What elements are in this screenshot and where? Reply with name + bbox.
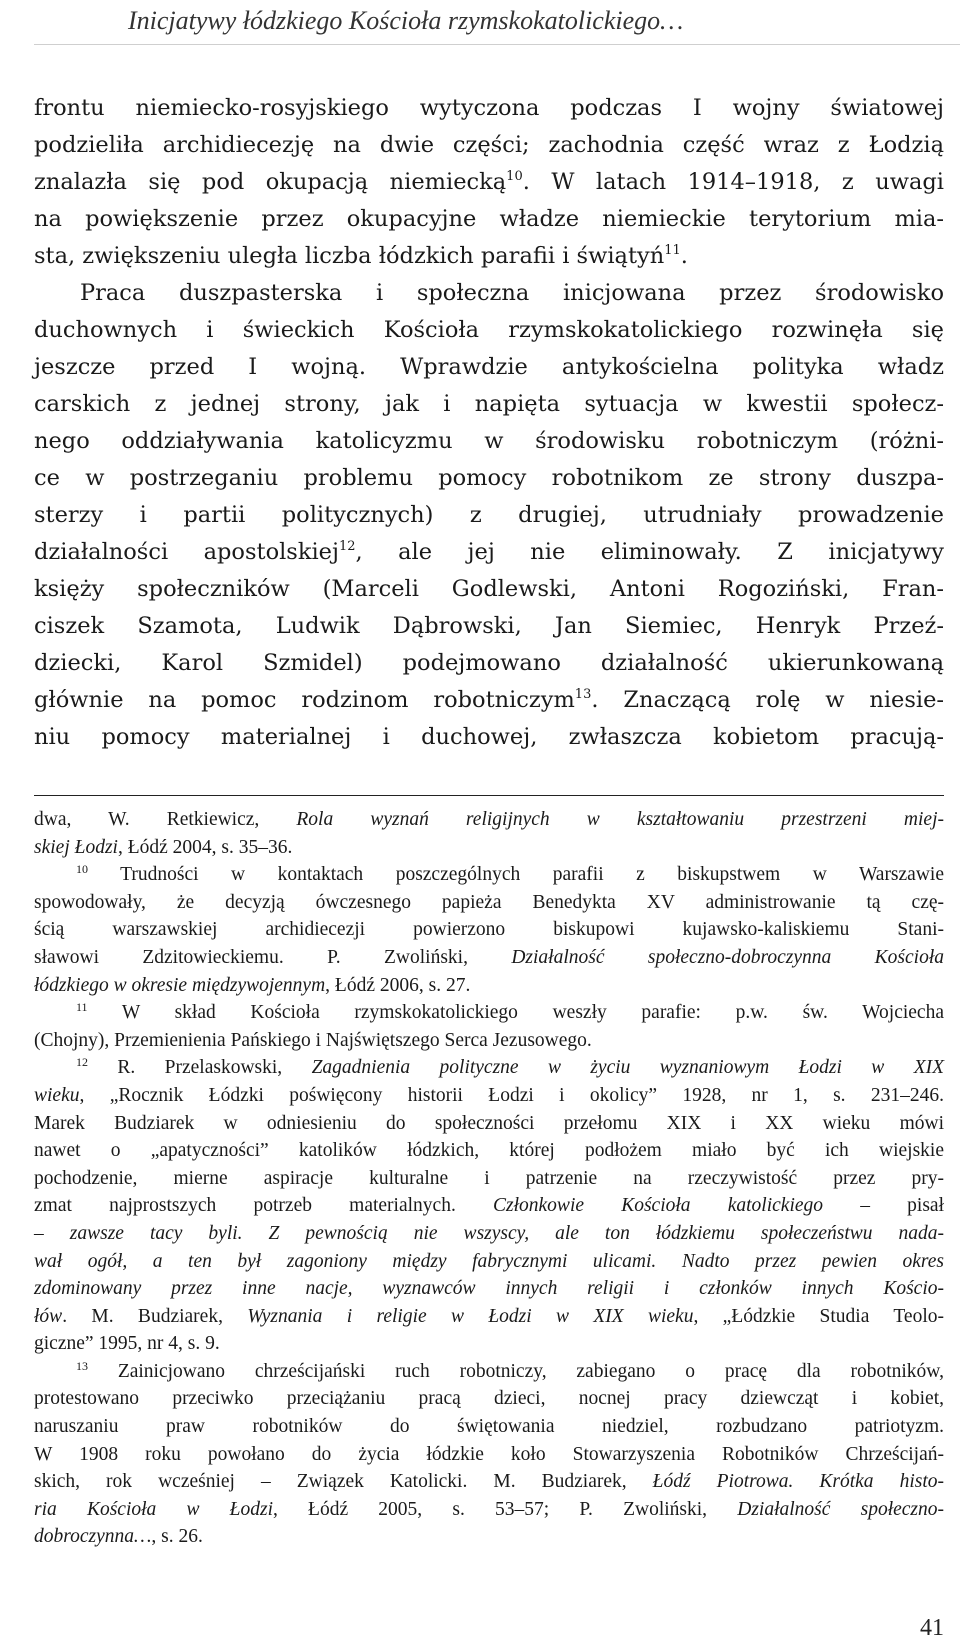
footnote-line: Marek Budziarek w odniesieniu do społeczności przełomu XIX i XX wieku mówi (34, 1112, 944, 1134)
body-line: działalności apostolskiej$^{12}$, ale jej nie eliminowały. Z inicjatywy (34, 539, 944, 565)
body-line: jeszcze przed I wojną. Wprawdzie antykościelna polityka władz (34, 354, 944, 380)
footnote-line: łódzkiego w okresie międzywojennym, Łódź 2006, s. 27. (34, 974, 471, 996)
footnote-ref: 11 (664, 243, 681, 258)
footnote-ref: 12 (338, 539, 356, 554)
footnote-11: $^{11}$ W skład Kościoła rzymskokatolickiego weszły parafie: p.w. św. Wojciecha (76, 1000, 944, 1024)
footnote-ref: 13 (574, 687, 592, 702)
running-head-title: Inicjatywy łódzkiego Kościoła rzymskokatolickiego… (128, 6, 684, 35)
footnote-12: $^{12}$ R. Przelaskowski, Zagadnienia polityczne w życiu wyznaniowym Łodzi w XIX (76, 1055, 945, 1079)
body-line: carskich z jednej strony, jak i napięta sytuacja w kwestii społecz- (34, 391, 944, 417)
page-number: 41 (920, 1615, 944, 1641)
footnote-line: sławowi Zdzitowieckiemu. P. Zwoliński, Działalność społeczno-dobroczynna Kościoła (34, 946, 945, 968)
footnote-line: ścią warszawskiej archidiecezji powierzono biskupowi kujawsko-kaliskiemu Stani- (34, 919, 944, 941)
footnote-10: $^{10}$ Trudności w kontaktach poszczególnych parafii z biskupstwem w Warszawie (76, 862, 944, 886)
footnote-line: łów. M. Budziarek, Wyznania i religie w Łodzi w XIX wieku, „Łódzkie Studia Teolo- (34, 1305, 944, 1327)
body-line: podzieliła archidiecezję na dwie części; zachodnia część wraz z Łodzią (34, 132, 944, 158)
footnote-line: skich, rok wcześniej – Związek Katolicki. M. Budziarek, Łódź Piotrowa. Krótka histo- (34, 1471, 944, 1493)
body-line: Praca duszpasterska i społeczna inicjowana przez środowisko (80, 280, 944, 306)
footnote-line: protestowano przeciwko przeciążaniu pracą dzieci, nocnej pracy dziewcząt i kobiet, (34, 1388, 944, 1410)
footnote-line: dobroczynna…, s. 26. (34, 1526, 203, 1548)
body-line: frontu niemiecko-rosyjskiego wytyczona podczas I wojny światowej (34, 95, 944, 121)
body-line: nego oddziaływania katolicyzmu w środowisku robotniczym (różni- (34, 428, 944, 454)
footnote-line: W 1908 roku powołano do życia łódzkie koło Stowarzyszenia Robotników Chrześcijań- (34, 1443, 944, 1465)
body-line: znalazła się pod okupacją niemiecką$^{10}$. W latach 1914–1918, z uwagi (34, 169, 944, 195)
footnote-line: spowodowały, że decyzją ówczesnego papieża Benedykta XV administrowanie tą czę- (34, 891, 944, 913)
footnote-line: zdominowany przez inne nacje, wyznawców innych religii i członków innych Kościo- (34, 1278, 944, 1300)
footnotes (34, 806, 944, 1551)
footnote-line: dwa, W. Retkiewicz, Rola wyznań religijnych w kształtowaniu przestrzeni miej- (34, 809, 944, 830)
footnote-separator (34, 795, 944, 796)
footnote-line: skiej Łodzi, Łódź 2004, s. 35–36. (34, 836, 293, 858)
footnote-line: nawet o „apatyczności” katolików łódzkich, której podłożem miało być ich wiejskie (34, 1140, 944, 1162)
running-head (34, 0, 960, 45)
body-line: sterzy i partii politycznych) z drugiej, utrudniały prowadzenie (34, 502, 944, 528)
body-line: księży społeczników (Marceli Godlewski, Antoni Rogoziński, Fran- (34, 576, 944, 602)
main-text (34, 90, 944, 756)
body-line: duchownych i świeckich Kościoła rzymskokatolickiego rozwinęła się (34, 317, 944, 343)
body-line: ciszek Szamota, Ludwik Dąbrowski, Jan Siemiec, Henryk Przeź- (34, 613, 944, 639)
footnote-ref: 10 (506, 169, 523, 184)
footnote-line: naruszaniu praw robotników do świętowania niedziel, rozbudzano patriotyzm. (34, 1416, 944, 1438)
footnote-line: – zawsze tacy byli. Z pewnością nie wszyscy, ale ton łódzkiemu społeczeństwu nada- (34, 1222, 944, 1244)
footnote-line: wał ogół, a ten był zagoniony między fabrycznymi ulicami. Nadto przez pewien okres (34, 1250, 944, 1272)
footnote-line: pochodzenie, mierne aspiracje kulturalne i patrzenie na rzeczywistość przez pry- (34, 1167, 944, 1189)
body-line: sta, zwiększeniu uległa liczba łódzkich parafii i świątyń$^{11}$. (34, 243, 688, 269)
body-line: niu pomocy materialnej i duchowej, zwłaszcza kobietom pracują- (34, 724, 944, 750)
body-line: dziecki, Karol Szmidel) podejmowano działalność ukierunkowaną (34, 650, 944, 676)
body-line: na powiększenie przez okupacyjne władze niemieckie terytorium mia- (34, 206, 944, 232)
footnote-13: $^{13}$ Zainicjowano chrześcijański ruch robotniczy, zabiegano o pracę dla robotników, (76, 1358, 945, 1382)
footnote-line: wieku, „Rocznik Łódzki poświęcony historii Łodzi i okolicy” 1928, nr 1, s. 231–246. (34, 1084, 944, 1106)
footnote-line: (Chojny), Przemienienia Pańskiego i Najświętszego Serca Jezusowego. (34, 1029, 592, 1051)
body-line: głównie na pomoc rodzinom robotniczym$^{13}$. Znaczącą rolę w niesie- (34, 687, 944, 713)
body-line: ce w postrzeganiu problemu pomocy robotnikom ze strony duszpa- (34, 465, 944, 491)
footnote-line: ria Kościoła w Łodzi, Łódź 2005, s. 53–57; P. Zwoliński, Działalność społeczno- (34, 1498, 944, 1520)
footnote-line: giczne” 1995, nr 4, s. 9. (34, 1333, 220, 1355)
footnote-line: zmat najprostszych potrzeb materialnych. Członkowie Kościoła katolickiego – pisał (34, 1195, 944, 1217)
